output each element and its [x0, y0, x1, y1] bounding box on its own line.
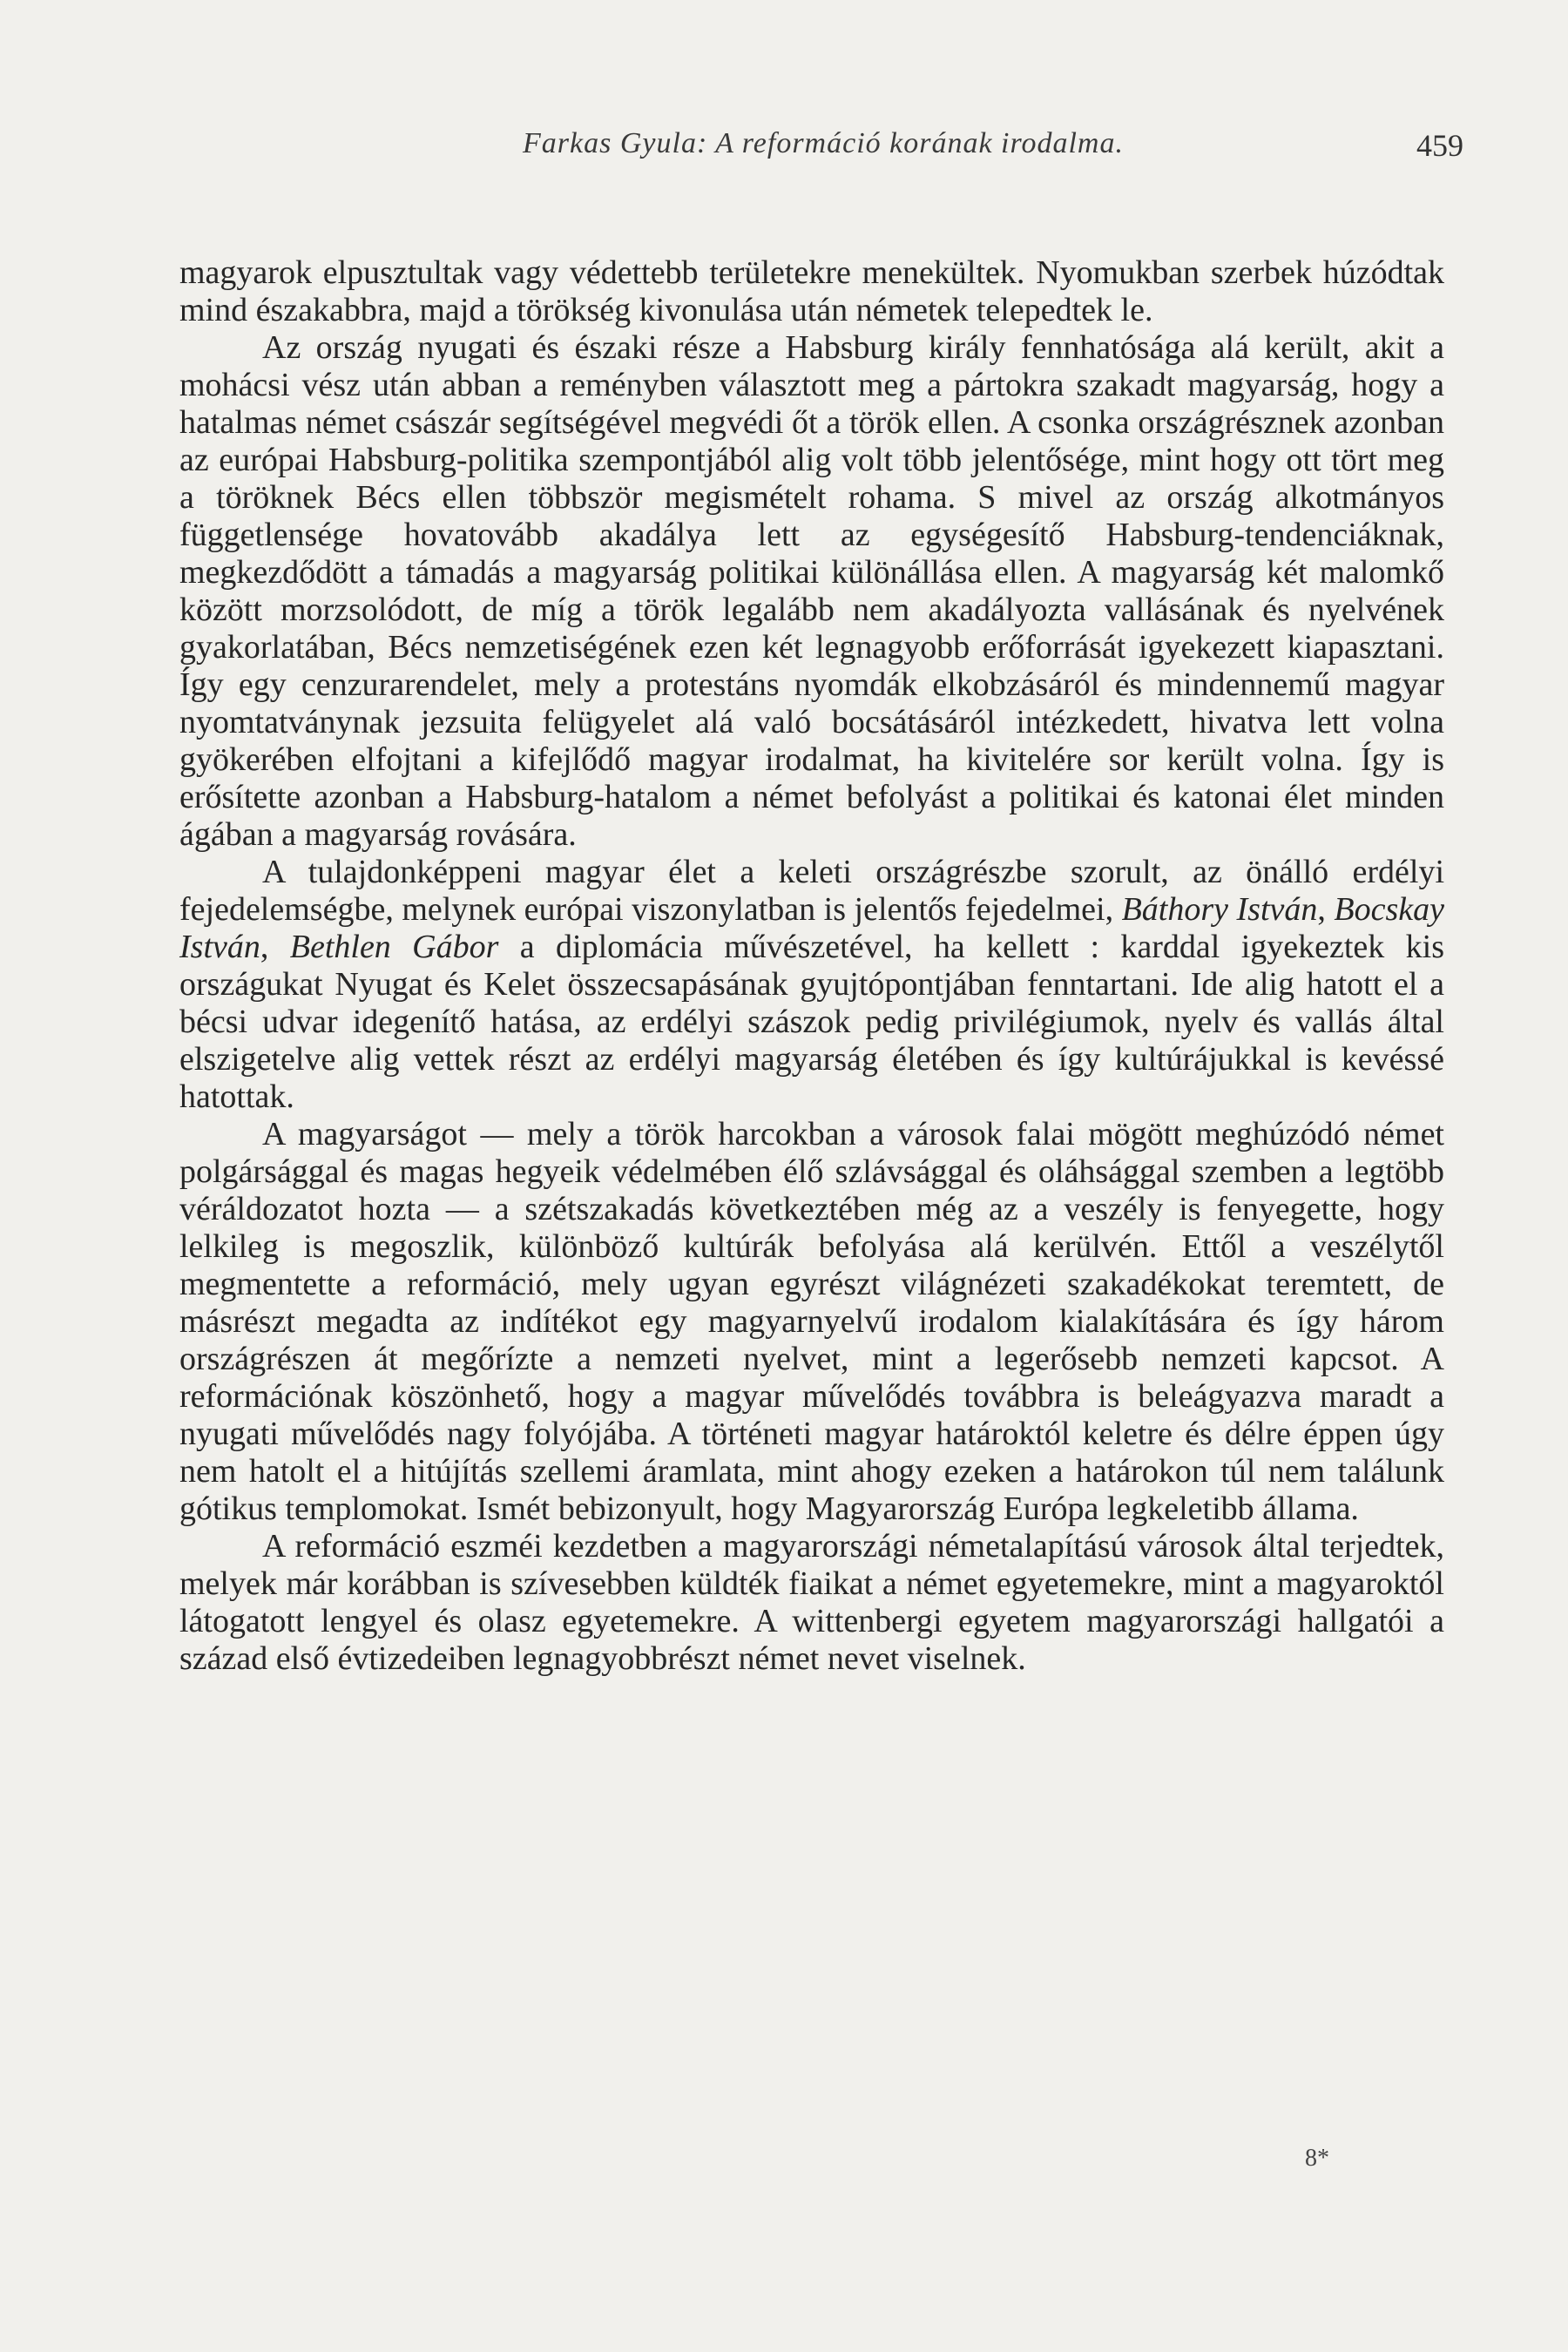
text-run: magyarok elpusztultak vagy védettebb területekre menekültek. Nyomukban szerbek húzódtak mind északabbra, majd a törökség kivonulása után németek telepedtek le. [179, 254, 1444, 328]
text-run: a diplomácia művészetével, ha kellett : karddal igyekeztek kis országukat Nyugat és Kelet összecsapásának gyujtópontjában fenntartani. Ide alig hatott el a bécsi udvar idegenítő hatása, az erdélyi szászok pedig privilégiumok, nyelv és vallás által elszigetelve alig vettek részt az erdélyi magyarság életében és így kultúrájukkal is kevéssé hatottak. [179, 929, 1445, 1115]
page-number: 459 [1416, 128, 1463, 163]
italic-name: Báthory István [1121, 891, 1318, 928]
paragraph [179, 254, 1444, 329]
paragraph [179, 854, 1444, 1116]
paragraph [179, 1528, 1444, 1678]
running-title: Farkas Gyula: A reformáció korának irodalma. [523, 127, 1124, 159]
text-run: Az ország nyugati és északi része a Habsburg király fennhatósága alá került, akit a mohácsi vész után abban a reményben választott meg a pártokra szakadt magyarság, hogy a hatalmas német császár segítségével megvédi őt a török ellen. A csonka országrésznek azonban az európai Habsburg-politika szempontjából alig volt több jelentősége, mint hogy ott tört meg a töröknek Bécs ellen többször megismételt rohama. S mivel az ország alkotmányos függetlensége hovatovább akadálya lett az egységesítő Habsburg-tendenciáknak, megkezdődött a támadás a magyarság politikai különállása ellen. A magyarság két malomkő között morzsolódott, de míg a török legalább nem akadályozta vallásának és nyelvének gyakorlatában, Bécs nemzetiségének ezen két legnagyobb erőforrását igyekezett kiapasztani. Így egy cenzurarendelet, mely a protestáns nyomdák elkobzásáról és mindennemű magyar nyomtatványnak jezsuita felügyelet alá való bocsátásáról intézkedett, hivatva lett volna gyökerében elfojtani a kifejlődő magyar irodalmat, ha kivitelére sor került volna. Így is erősítette azonban a Habsburg-hatalom a német befolyást a politikai és katonai élet minden ágában a magyarság rovására. [179, 329, 1444, 853]
signature-mark: 8* [1305, 2145, 1329, 2172]
italic-name: Bethlen Gábor [289, 929, 499, 965]
text-run: A magyarságot — mely a török harcokban a városok falai mögött meghúzódó német polgársággal és magas hegyeik védelmében élő szlávsággal és oláhsággal szemben a legtöbb véráldozatot hozta — a szétszakadás következtében még az a veszély is fenyegette, hogy lelkileg is megoszlik, különböző kultúrák befolyása alá kerülvén. Ettől a veszélytől megmentette a reformáció, mely ugyan egyrészt világnézeti szakadékokat teremtett, de másrészt megadta az indítékot egy magyarnyelvű irodalom kialakítására és így három országrészen át megőrízte a nemzeti nyelvet, mint a legerősebb nemzeti kapcsot. A reformációnak köszönhető, hogy a magyar művelődés továbbra is beleágyazva maradt a nyugati művelődés nagy folyójába. A történeti magyar határoktól keletre és délre éppen úgy nem hatolt el a hitújítás szellemi áramlata, mint ahogy ezeken a határokon túl nem találunk gótikus templomokat. Ismét bebizonyult, hogy Magyarország Európa legkeletibb állama. [179, 1116, 1444, 1527]
text-run: , [260, 929, 290, 965]
text-run: A tulajdonképpeni magyar élet a keleti országrészbe szorult, az önálló erdélyi fejedelemségbe, melynek európai viszonylatban is jelentős fejedelmei, [179, 854, 1444, 928]
body-text [179, 254, 1444, 1678]
paragraph [179, 329, 1444, 854]
running-head [183, 127, 1463, 179]
paragraph [179, 1116, 1444, 1528]
text-run: , [1317, 891, 1335, 928]
text-run: A reformáció eszméi kezdetben a magyarországi németalapítású városok által terjedtek, melyek már korábban is szívesebben küldték fiaikat a német egyetemekre, mint a magyaroktól látogatott lengyel és olasz egyetemekre. A wittenbergi egyetem magyarországi hallgatói a század első évtizedeiben legnagyobbrészt német nevet viselnek. [179, 1528, 1444, 1677]
italic-name: Bocskay István [179, 891, 1444, 965]
